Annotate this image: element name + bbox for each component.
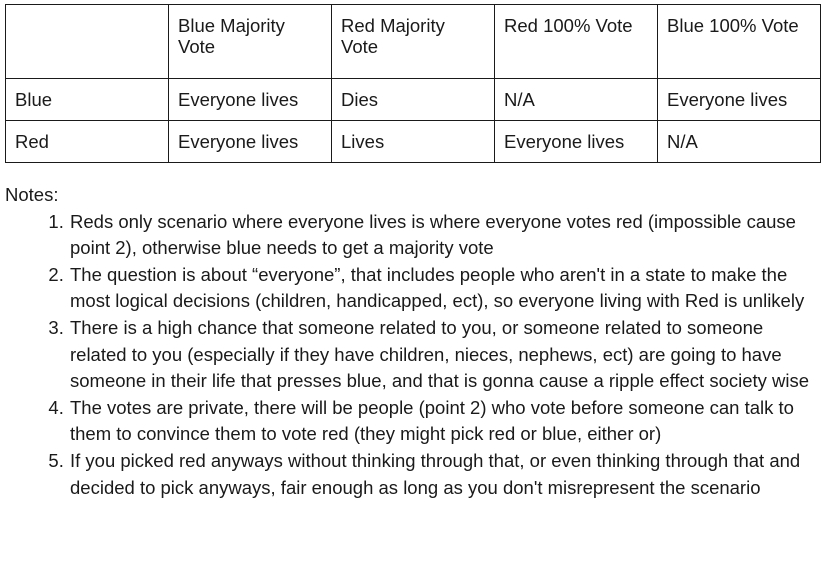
table-row-red [6,121,821,163]
note-item-3: 3. There is a high chance that someone related to you, or someone related to someone related to you (especially if they have children, nieces, nephews, ect) are going to have someone in their life that presses blue, and that is gonna cause a ripple effect society wise [69,315,823,395]
note-item-2: 2. The question is about “everyone”, that includes people who aren't in a state to make the most logical decisions (children, handicapped, ect), so everyone living with Red is unlikely [69,262,823,315]
note-item-4: 4. The votes are private, there will be people (point 2) who vote before someone can talk to them to convince them to vote red (they might pick red or blue, either or) [69,395,823,448]
header-cell-empty [6,5,169,79]
row-label-red: Red [6,121,169,163]
table-cell: Everyone lives [658,79,821,121]
table-cell: Everyone lives [169,79,332,121]
header-cell-red-100: Red 100% Vote [495,5,658,79]
note-item-1: 1. Reds only scenario where everyone lives is where everyone votes red (impossible cause point 2), otherwise blue needs to get a majority vote [69,209,823,262]
table-cell: Dies [332,79,495,121]
table-cell: Lives [332,121,495,163]
table-header-row [6,5,821,79]
note-item-5: 5. If you picked red anyways without thinking through that, or even thinking through that and decided to pick anyways, fair enough as long as you don't misrepresent the scenario [69,448,823,501]
table-cell: N/A [495,79,658,121]
header-cell-blue-majority: Blue Majority Vote [169,5,332,79]
row-label-blue: Blue [6,79,169,121]
table-cell: N/A [658,121,821,163]
table-cell: Everyone lives [495,121,658,163]
notes-heading: Notes: [5,184,59,205]
notes-list [5,209,823,502]
header-cell-red-majority: Red Majority Vote [332,5,495,79]
notes-section [5,182,823,501]
table-row-blue [6,79,821,121]
table-cell: Everyone lives [169,121,332,163]
voting-outcome-table [5,4,821,163]
header-cell-blue-100: Blue 100% Vote [658,5,821,79]
